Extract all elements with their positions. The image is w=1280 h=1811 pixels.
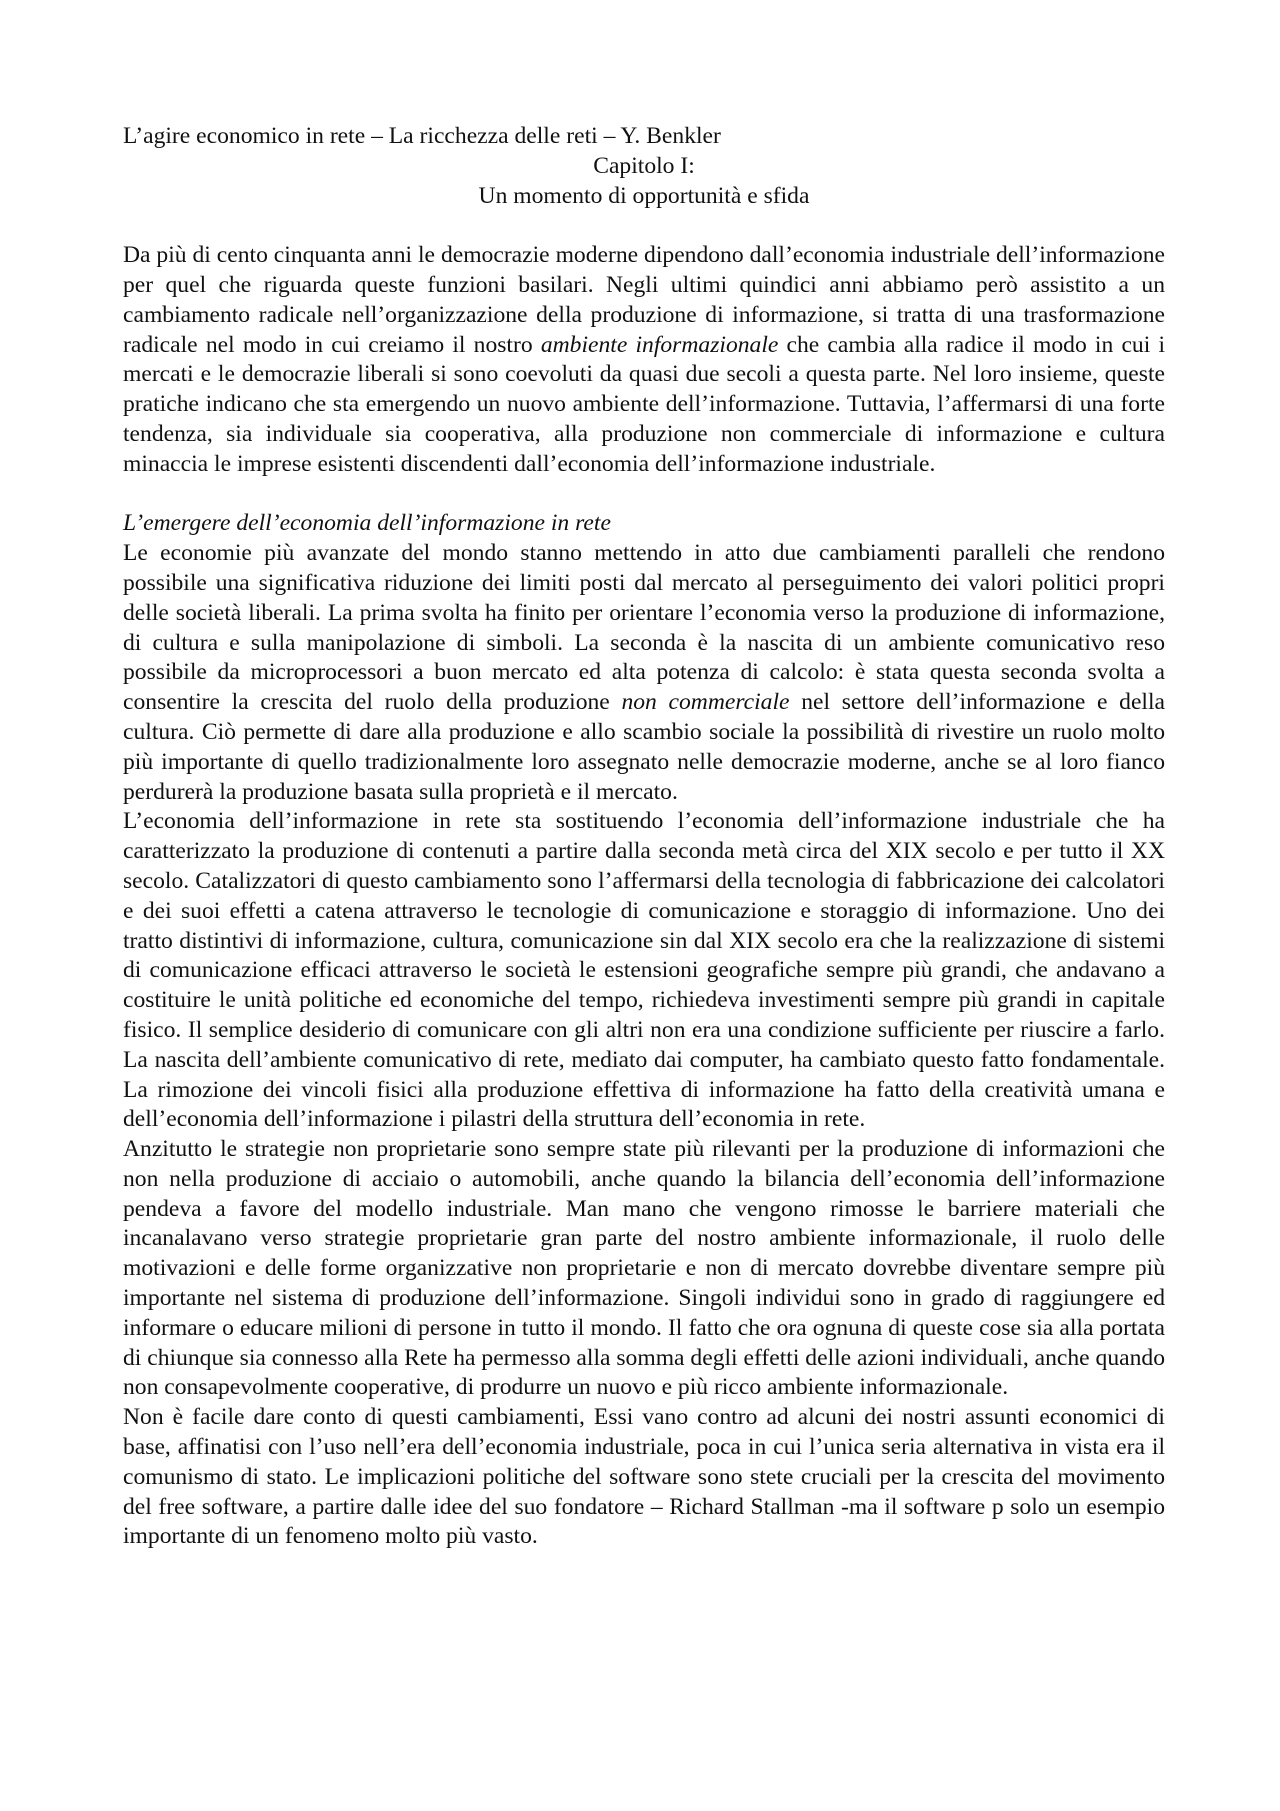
section-paragraph-3: Anzitutto le strategie non proprietarie sono sempre state più rilevanti per la produzione di informazioni che non nella produzione di acciaio o automobili, anche quando la bilancia dell’economia dell’informazione pendeva a favore del modello industriale. Man mano che vengono rimosse le barriere materiali che incanalavano verso strategie proprietarie gran parte del nostro ambiente informazionale, il ruolo delle motivazioni e delle forme organizzative non proprietarie e non di mercato dovrebbe diventare sempre più importante nel sistema di produzione dell’informazione. Singoli individui sono in grado di raggiungere ed informare o educare milioni di persone in tutto il mondo. Il fatto che ora ognuna di queste cose sia alla portata di chiunque sia connesso alla Rete ha permesso alla somma degli effetti delle azioni individuali, anche quando non consapevolmente cooperative, di produrre un nuovo e più ricco ambiente informazionale.: [123, 1136, 1165, 1401]
spacer: [123, 480, 1165, 510]
document-title-line: L’agire economico in rete – La ricchezza delle reti – Y. Benkler: [123, 123, 721, 149]
intro-text-a: Da più di cento cinquanta anni le democrazie moderne dipendono dall’economia industriale dell’informazione per quel che riguarda queste funzioni basilari. Negli ultimi quindici anni abbiamo però assistito a un cambiamento radicale nell’organizzazione della produzione di informazione, si tratta di una trasformazione radicale nel modo in cui creiamo il nostro: [123, 242, 1165, 358]
spacer: [123, 211, 1165, 241]
intro-emphasis: ambiente informazionale: [540, 331, 779, 358]
section-paragraph-2: L’economia dell’informazione in rete sta sostituendo l’economia dell’informazione industriale che ha caratterizzato la produzione di contenuti a partire dalla seconda metà circa del XIX secolo e per tutto il XX secolo. Catalizzatori di questo cambiamento sono l’affermarsi della tecnologia di fabbricazione dei calcolatori e dei suoi effetti a catena attraverso le tecnologie di comunicazione e storaggio di informazione. Uno dei tratto distintivi di informazione, cultura, comunicazione sin dal XIX secolo era che la realizzazione di sistemi di comunicazione efficaci attraverso le società le estensioni geografiche sempre più grandi, che andavano a costituire le unità politiche ed economiche del tempo, richiedeva investimenti sempre più grandi in capitale fisico. Il semplice desiderio di comunicare con gli altri non era una condizione sufficiente per riuscire a farlo. La nascita dell’ambiente comunicativo di rete, mediato dai computer, ha cambiato questo fatto fondamentale. La rimozione dei vincoli fisici alla produzione effettiva di informazione ha fatto della creatività umana e dell’economia dell’informazione i pilastri della struttura dell’economia in rete.: [123, 808, 1165, 1133]
chapter-number: Capitolo I:: [593, 152, 695, 179]
section-p1-text-a: Le economie più avanzate del mondo stanno mettendo in atto due cambiamenti paralleli che rendono possibile una significativa riduzione dei limiti posti dal mercato al perseguimento dei valori politici propri delle società liberali. La prima svolta ha finito per orientare l’economia verso la produzione di informazione, di cultura e sulla manipolazione di simboli. La seconda è la nascita di un ambiente comunicativo reso possibile da microprocessori a buon mercato ed alta potenza di calcolo: è stata questa seconda svolta a consentire la crescita del ruolo della produzione: [123, 540, 1165, 716]
chapter-title: Un momento di opportunità e sfida: [478, 182, 810, 209]
intro-paragraph: [123, 241, 1165, 479]
document-page: [123, 122, 1165, 1552]
section-paragraph-1: [123, 539, 1165, 807]
intro-text-b: che cambia alla radice il modo in cui i mercati e le democrazie liberali si sono coevoluti da quasi due secoli a questa parte. Nel loro insieme, queste pratiche indicano che sta emergendo un nuovo ambiente dell’informazione. Tuttavia, l’affermarsi di una forte tendenza, sia individuale sia cooperativa, alla produzione non commerciale di informazione e cultura minaccia le imprese esistenti discendenti dall’economia dell’informazione industriale.: [123, 331, 1165, 477]
section-p1-text-b: nel settore dell’informazione e della cultura. Ciò permette di dare alla produzione e allo scambio sociale la possibilità di rivestire un ruolo molto più importante di quello tradizionalmente loro assegnato nelle democrazie moderne, anche se al loro fianco perdurerà la produzione basata sulla proprietà e il mercato.: [123, 689, 1166, 805]
section-p1-emphasis: non commerciale: [621, 689, 790, 716]
section-heading: L’emergere dell’economia dell’informazione in rete: [123, 510, 611, 537]
section-paragraph-4: Non è facile dare conto di questi cambiamenti, Essi vano contro ad alcuni dei nostri assunti economici di base, affinatisi con l’uso nell’era dell’economia industriale, poca in cui l’unica seria alternativa in vista era il comunismo di stato. Le implicazioni politiche del software sono stete cruciali per la crescita del movimento del free software, a partire dalle idee del suo fondatore – Richard Stallman -ma il software p solo un esempio importante di un fenomeno molto più vasto.: [123, 1404, 1165, 1550]
